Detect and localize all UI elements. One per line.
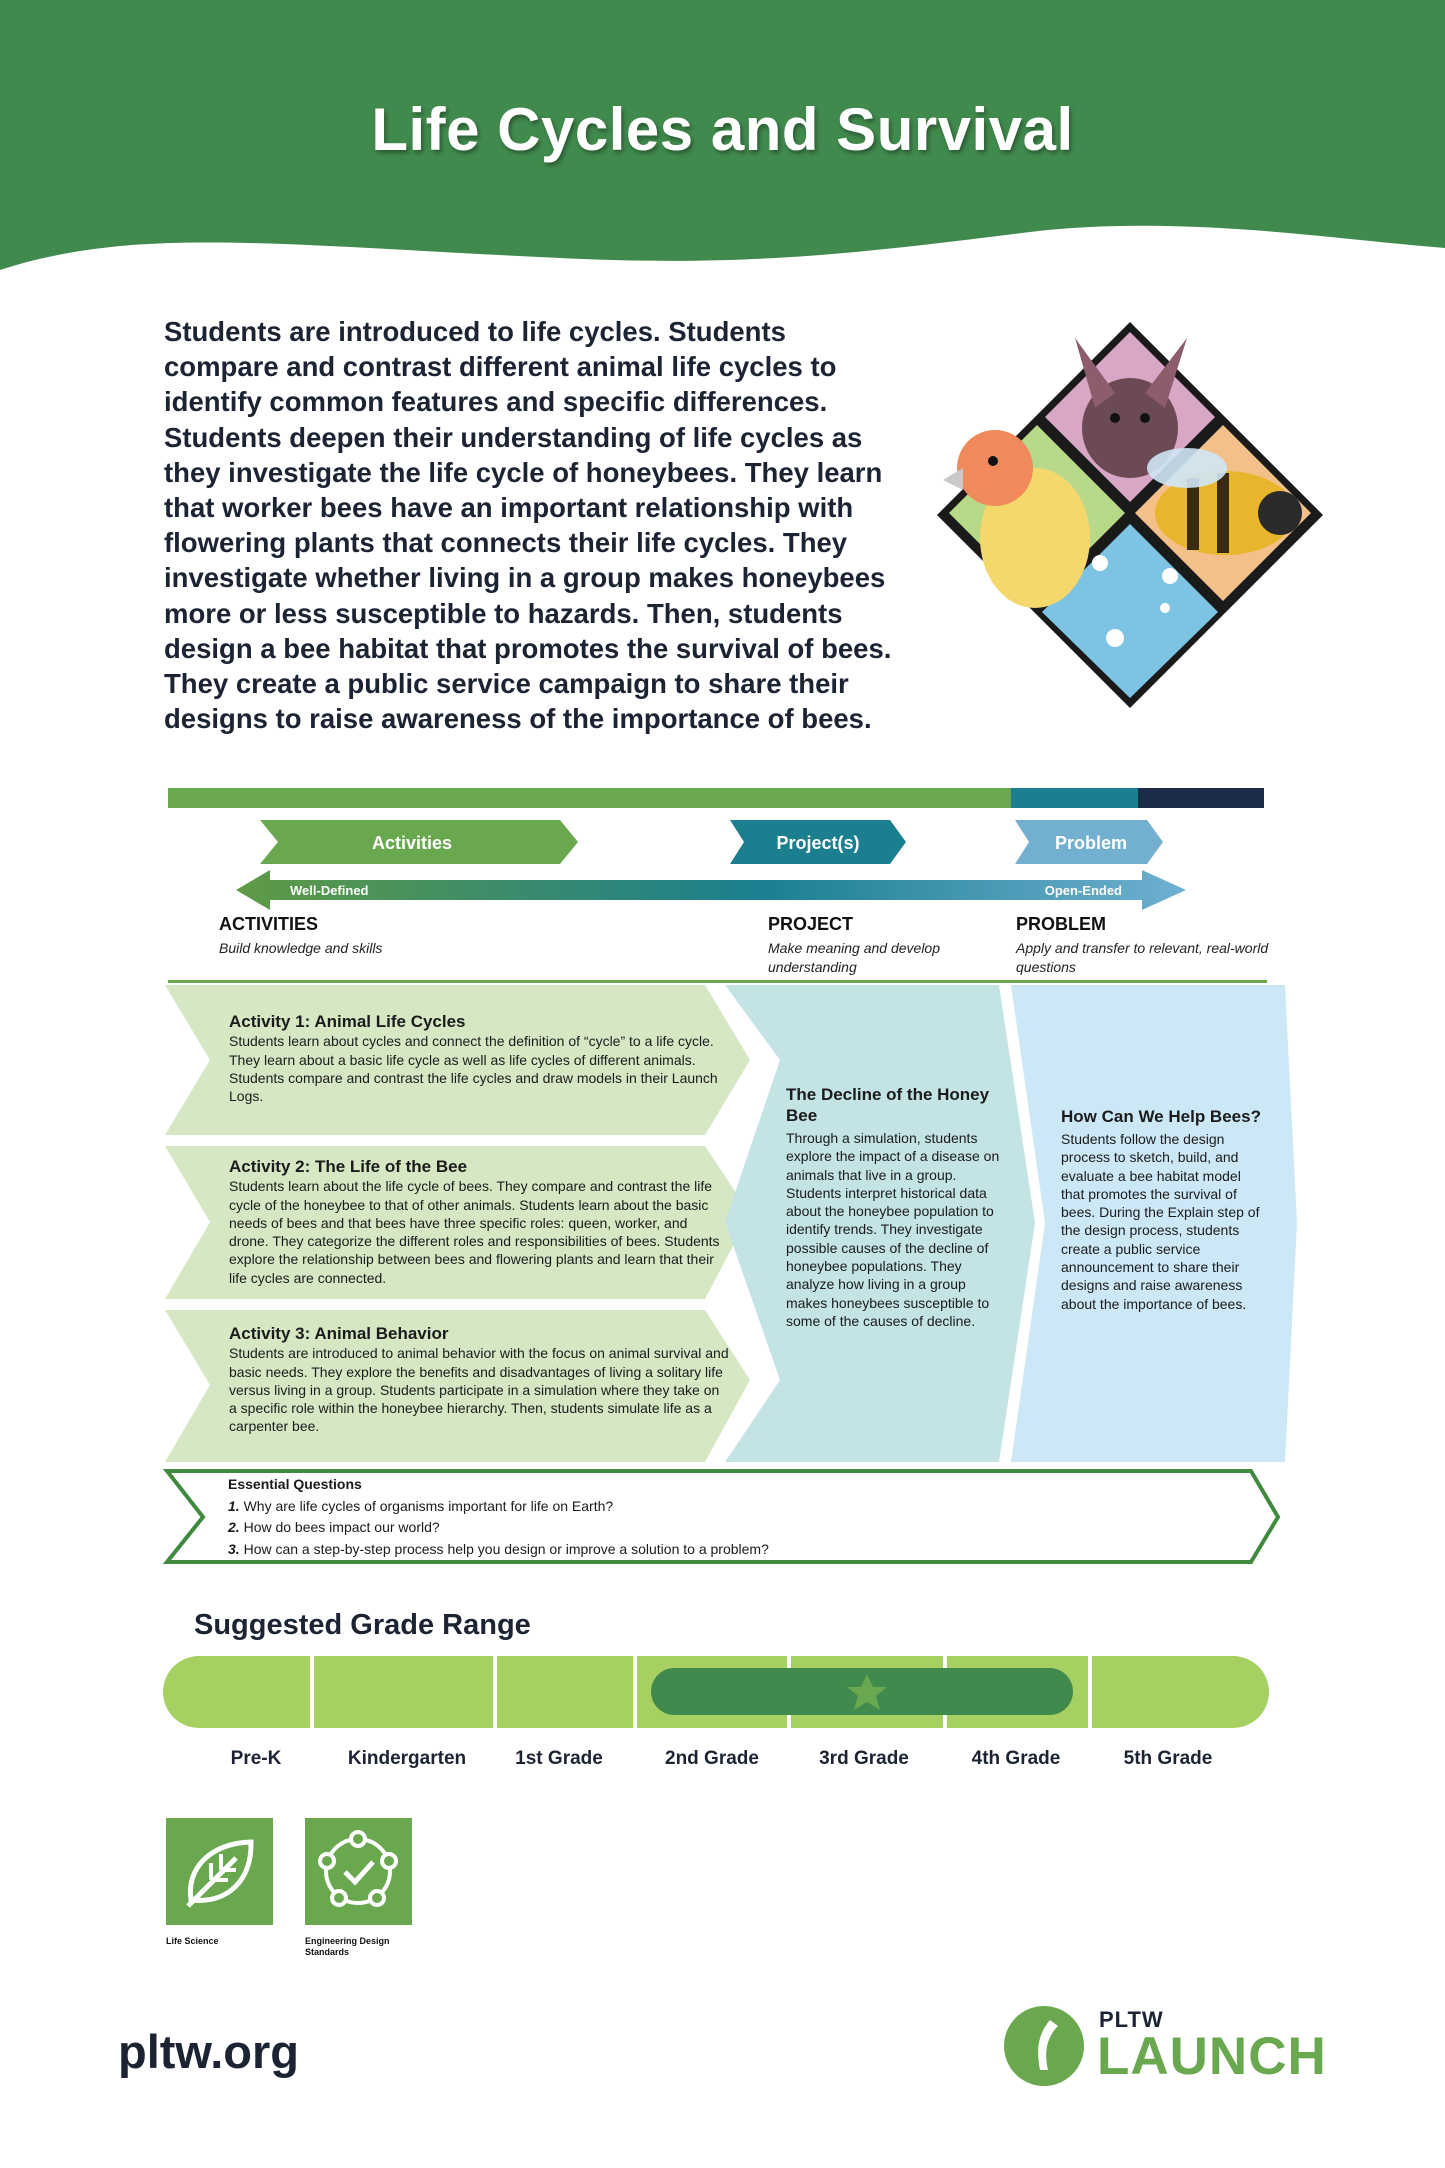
projects-chevron-label: Project(s): [776, 833, 860, 853]
problem-text: Students follow the design process to sketch, build, and evaluate a bee habitat model that promotes the survival of bees. During the Explain step of the design process, students create a public service announcement to share their designs and raise awareness about the importance of bees.: [1061, 1131, 1260, 1312]
activity-2: [229, 1158, 729, 1287]
grade-label: Kindergarten: [347, 1748, 467, 1769]
activity-1: [229, 1013, 729, 1105]
essential-questions: [228, 1474, 769, 1560]
continuum-arrow: [236, 870, 1186, 910]
activity-text: Students are introduced to animal behavior with the focus on animal survival and basic needs. They explore the benefits and disadvantages of living a solitary life versus living in a group. Students participate in a simulation where they take on a specific role within the honeybee hierarchy. Then, students simulate life as a carpenter bee.: [229, 1345, 729, 1435]
problem-heading: PROBLEM: [1016, 914, 1106, 934]
footer-url[interactable]: pltw.org: [118, 2025, 300, 2078]
project-heading: PROJECT: [768, 914, 854, 934]
pltw-logo-icon: [1002, 2004, 1086, 2088]
divider: [168, 980, 1267, 983]
project-subheading: Make meaning and develop understanding: [768, 940, 941, 975]
activity-text: Students learn about cycles and connect the definition of “cycle” to a life cycle. They learn about a basic life cycle as well as life cycles of different animals. Students compare and contrast the life cycles and draw models in their Launch Logs.: [229, 1033, 718, 1105]
activities-chevron: [260, 820, 580, 864]
activities-subheading: Build knowledge and skills: [219, 940, 383, 956]
project-block: [786, 1084, 1001, 1330]
projects-chevron: [730, 820, 908, 864]
grade-range-title: Suggested Grade Range: [194, 1609, 531, 1641]
progress-bar-activities: [168, 788, 1011, 808]
standard-label: Life Science: [166, 1936, 219, 1946]
activities-heading: ACTIVITIES: [219, 914, 319, 934]
project-text: Through a simulation, students explore the impact of a disease on animals that live in a group. Students interpret historical data about the honeybee population to identify trends. They investigate possible causes of the decline of honeybee populations. They analyze how living in a group makes honeybees susceptible to some of the causes of decline.: [786, 1130, 1000, 1329]
activities-chevron-label: Activities: [371, 833, 453, 853]
question-item: 1. Why are life cycles of organisms important for life on Earth?: [228, 1497, 614, 1514]
problem-subheading: Apply and transfer to relevant, real-world questions: [1016, 940, 1269, 975]
problem-block: [1061, 1106, 1266, 1313]
standard-label: Engineering Design Standards: [305, 1936, 390, 1957]
animal-illustration: [925, 318, 1330, 728]
problem-title: How Can We Help Bees?: [1061, 1107, 1261, 1126]
brand-top: PLTW: [1099, 2007, 1164, 2032]
grade-label: 2nd Grade: [665, 1748, 759, 1769]
grade-label: 4th Grade: [971, 1748, 1061, 1769]
activity-3: [229, 1325, 729, 1436]
activity-title: Activity 2: The Life of the Bee: [229, 1157, 468, 1176]
question-item: 2. How do bees impact our world?: [228, 1519, 440, 1535]
page-title: Life Cycles and Survival: [371, 96, 1074, 163]
problem-chevron-label: Problem: [1054, 833, 1128, 853]
progress-bar-problem: [1138, 788, 1264, 808]
bee-icon: [1147, 448, 1302, 555]
grade-label: 5th Grade: [1123, 1748, 1213, 1769]
well-defined-label: Well-Defined: [290, 883, 369, 898]
question-item: 3. How can a step-by-step process help you design or improve a solution to a problem?: [228, 1540, 769, 1557]
activity-title: Activity 1: Animal Life Cycles: [229, 1012, 466, 1031]
design-cycle-icon: [305, 1818, 412, 1925]
project-title: The Decline of the Honey Bee: [786, 1085, 990, 1125]
activity-text: Students learn about the life cycle of bees. They compare and contrast the life cycle of the honeybee to that of other animals. Students learn about the basic needs of bees and that bees have three specific roles: queen, worker, and drone. They categorize the different roles and responsibilities of bees. Students explore the relationship between bees and flowering plants and learn that their life cycles are connected.: [229, 1178, 720, 1286]
grade-label: Pre-K: [230, 1748, 282, 1769]
grade-label: 1st Grade: [515, 1748, 603, 1769]
brand-main: LAUNCH: [1097, 2027, 1327, 2086]
essential-questions-title: Essential Questions: [228, 1476, 362, 1492]
grade-label: 3rd Grade: [819, 1748, 909, 1769]
intro-paragraph: Students are introduced to life cycles. Students compare and contrast different animal life cycles to identify common features and specific differences. Students deepen their understanding of life cycles as they investigate the life cycle of honeybees. They learn that worker bees have an important relationship with flowering plants that connects their life cycles. They investigate whether living in a group makes honeybees more or less susceptible to hazards. Then, students design a bee habitat that promotes the survival of bees. They create a public service campaign to share their designs to raise awareness of the importance of bees.: [164, 316, 892, 735]
activity-title: Activity 3: Animal Behavior: [229, 1324, 449, 1343]
progress-bar-project: [1011, 788, 1138, 808]
open-ended-label: Open-Ended: [1044, 883, 1122, 898]
leaf-icon: [166, 1818, 273, 1925]
problem-chevron: [1015, 820, 1165, 864]
grade-range-bar: [163, 1654, 1271, 1730]
